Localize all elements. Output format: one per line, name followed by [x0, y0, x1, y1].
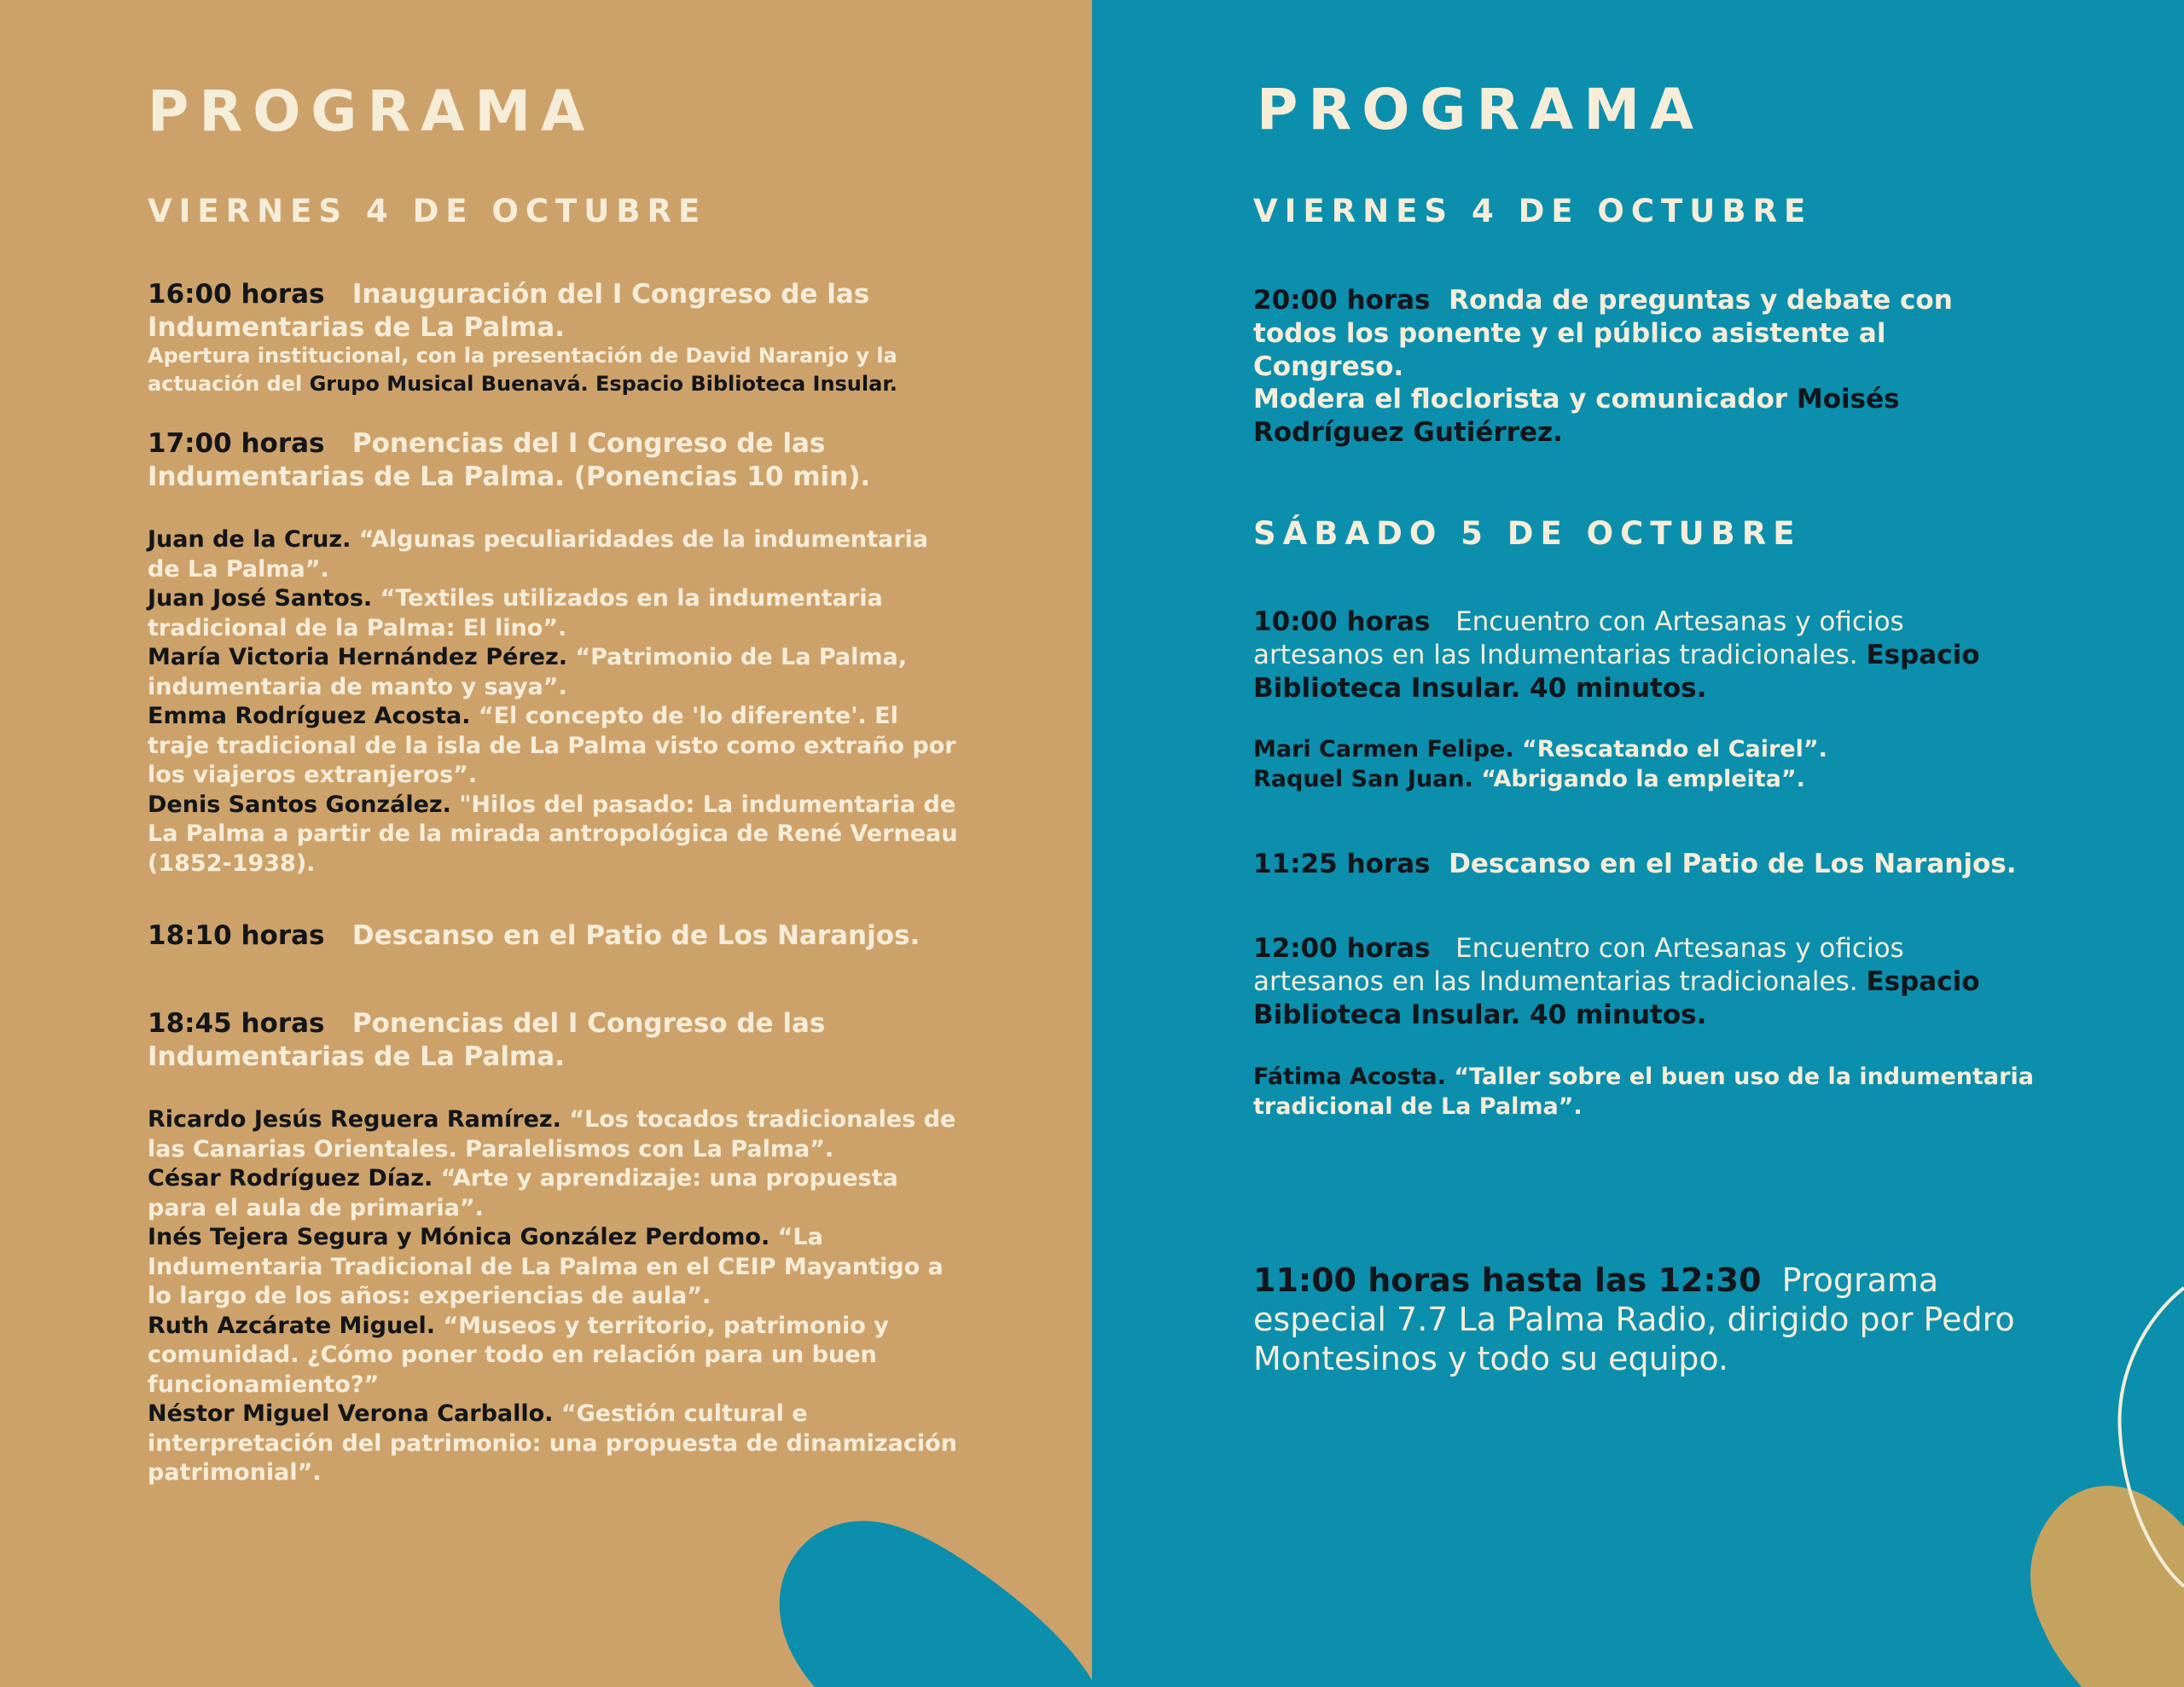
event-place: Espacio Biblioteca Insular. 40 minutos.	[1253, 966, 1980, 1030]
event-heading: Inauguración del I Congreso de las Indumentarias de La Palma.	[148, 279, 870, 343]
talk-speaker: Juan José Santos.	[148, 585, 373, 612]
talk-title: “Patrimonio de La Palma, indumentaria de manto y saya”.	[148, 644, 907, 700]
talk-item	[148, 1400, 958, 1488]
talk-title: “Gestión cultural e interpretación del patrimonio: una propuesta de dinamización patrimonial”.	[148, 1400, 957, 1486]
event-place: Espacio Biblioteca Insular. 40 minutos.	[1253, 640, 1980, 704]
talk-item	[148, 1312, 958, 1400]
artisan-item	[1253, 1063, 2038, 1122]
talk-title: “Arte y aprendizaje: una propuesta para el aula de primaria”.	[148, 1165, 898, 1221]
artisan-name: Fátima Acosta.	[1253, 1064, 1446, 1090]
event-1845	[148, 1007, 958, 1074]
event-1600	[148, 278, 958, 345]
page-title: PROGRAMA	[148, 78, 595, 144]
talk-speaker: Ruth Azcárate Miguel.	[148, 1312, 436, 1339]
day-heading: VIERNES 4 DE OCTUBRE	[148, 193, 707, 229]
artisan-item	[1253, 735, 2038, 765]
day-heading: SÁBADO 5 DE OCTUBRE	[1253, 515, 1802, 552]
talk-title: “Museos y territorio, patrimonio y comunidad. ¿Cómo poner todo en relación para un buen funcionamiento?”	[148, 1312, 889, 1398]
event-time: 18:10 horas	[148, 920, 325, 951]
artisan-title: “Rescatando el Cairel”.	[1521, 736, 1827, 762]
talk-speaker: César Rodríguez Díaz.	[148, 1165, 433, 1191]
talk-speaker: Denis Santos González.	[148, 791, 451, 818]
artisan-title: “Abrigando la empleita”.	[1481, 765, 1805, 792]
talk-item	[148, 1223, 958, 1312]
event-heading: Descanso en el Patio de Los Naranjos.	[351, 920, 921, 951]
talk-title: "Hilos del pasado: La indumentaria de La Palma a partir de la mirada antropológica de René Verneau (1852-1938).	[148, 791, 958, 877]
talk-speaker: Inés Tejera Segura y Mónica González Perdomo.	[148, 1224, 770, 1250]
event-text: Encuentro con Artesanas y oficios artesanos en las Indumentarias tradicionales.	[1253, 606, 1904, 670]
radio-programme	[1253, 1261, 2038, 1378]
event-heading: Descanso en el Patio de Los Naranjos.	[1449, 849, 2017, 879]
event-1000	[1253, 606, 2038, 705]
artisan-item	[1253, 765, 2038, 795]
event-2000	[1253, 284, 2038, 384]
moderator-name: Moisés Rodríguez Gutiérrez.	[1253, 384, 1900, 448]
talk-speaker: Néstor Miguel Verona Carballo.	[148, 1400, 554, 1427]
moderator-text: Modera el floclorista y comunicador	[1253, 384, 1788, 415]
event-time: 12:00 horas	[1253, 933, 1431, 964]
talk-speaker: María Victoria Hernández Pérez.	[148, 644, 567, 670]
event-description: Apertura institucional, con la presentación de David Naranjo y la actuación del	[148, 344, 897, 396]
event-time: 17:00 horas	[148, 428, 325, 459]
talk-item	[148, 791, 958, 879]
event-heading: Ronda de preguntas y debate con todos los ponente y el público asistente al Congreso.	[1253, 285, 1953, 382]
talk-item	[148, 1105, 958, 1164]
event-1810	[148, 919, 958, 953]
event-time: 10:00 horas	[1253, 606, 1431, 637]
artisans-list-2	[1253, 1063, 2038, 1122]
event-1125	[1253, 848, 2038, 881]
artisan-name: Raquel San Juan.	[1253, 765, 1473, 792]
event-time: 20:00 horas	[1253, 285, 1431, 316]
event-1700	[148, 427, 958, 494]
talk-title: “El concepto de 'lo diferente'. El traje tradicional de la isla de La Palma visto como extraño por los viajeros extranjeros”.	[148, 703, 956, 788]
artisans-list-1	[1253, 735, 2038, 794]
talk-item	[148, 1164, 958, 1223]
talk-title: “Textiles utilizados en la indumentaria tradicional de la Palma: El lino”.	[148, 585, 883, 641]
talk-item	[148, 525, 958, 584]
page-title: PROGRAMA	[1257, 77, 1705, 142]
right-panel	[1092, 0, 2184, 1687]
artisan-title: “Taller sobre el buen uso de la indumentaria tradicional de La Palma”.	[1253, 1064, 2034, 1120]
talk-item	[148, 643, 958, 702]
talk-speaker: Ricardo Jesús Reguera Ramírez.	[148, 1106, 561, 1133]
artisan-name: Mari Carmen Felipe.	[1253, 736, 1514, 762]
moderator-note	[1253, 383, 2038, 449]
event-1200	[1253, 932, 2038, 1032]
talks-list-2	[148, 1105, 958, 1488]
talks-list-1	[148, 525, 958, 878]
talk-item	[148, 702, 958, 791]
talk-speaker: Emma Rodríguez Acosta.	[148, 703, 471, 729]
radio-time: 11:00 horas hasta las 12:30	[1253, 1261, 1762, 1299]
day-heading: VIERNES 4 DE OCTUBRE	[1253, 193, 1813, 229]
event-text: Encuentro con Artesanas y oficios artesanos en las Indumentarias tradicionales.	[1253, 933, 1904, 997]
event-heading: Ponencias del I Congreso de las Indumentarias de La Palma.	[148, 1008, 826, 1072]
talk-speaker: Juan de la Cruz.	[148, 526, 351, 553]
radio-text: Programa especial 7.7 La Palma Radio, dirigido por Pedro Montesinos y todo su equipo.	[1253, 1261, 2015, 1377]
talk-title: “La Indumentaria Tradicional de La Palma en el CEIP Mayantigo a lo largo de los años: experiencias de aula”.	[148, 1224, 944, 1309]
event-heading: Ponencias del I Congreso de las Indumentarias de La Palma. (Ponencias 10 min).	[148, 428, 871, 492]
event-time: 18:45 horas	[148, 1008, 325, 1039]
gold-blob-decoration	[1092, 0, 2184, 1687]
event-1600-description	[148, 342, 958, 398]
event-time: 16:00 horas	[148, 279, 325, 310]
talk-title: “Algunas peculiaridades de la indumentaria de La Palma”.	[148, 526, 928, 583]
talk-item	[148, 584, 958, 643]
talk-title: “Los tocados tradicionales de las Canarias Orientales. Paralelismos con La Palma”.	[148, 1106, 956, 1162]
event-description-bold: Grupo Musical Buenavá. Espacio Biblioteca Insular.	[309, 372, 897, 396]
event-time: 11:25 horas	[1253, 849, 1431, 879]
